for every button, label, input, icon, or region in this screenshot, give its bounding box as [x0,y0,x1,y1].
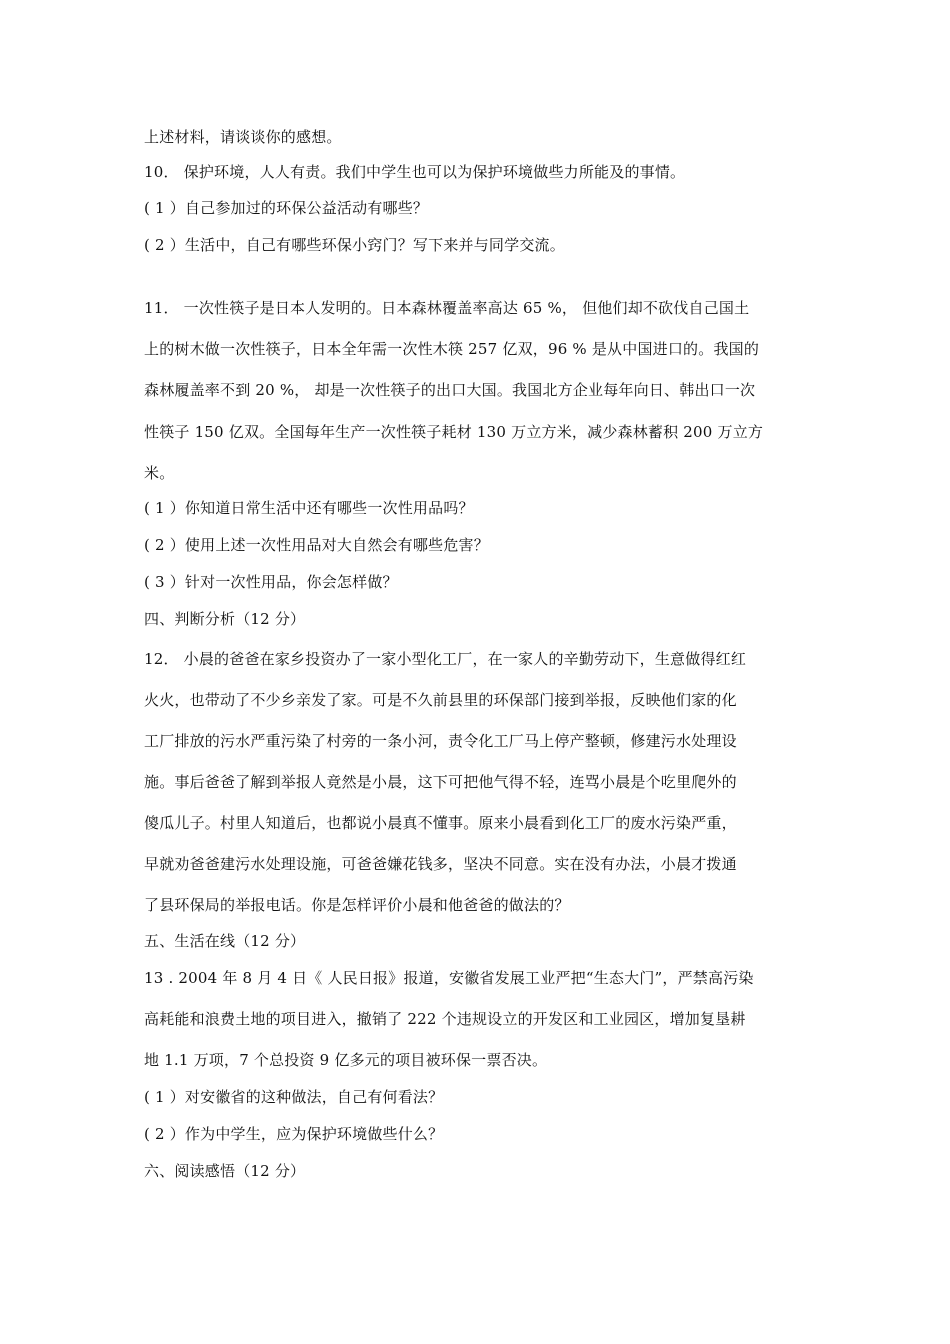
question-13: 13 . 2004 年 8 月 4 日《 人民日报》报道，安徽省发展工业严把“生态大门”，严禁高污染 [144,969,754,987]
question-13-part-2: ( 2 ）作为中学生，应为保护环境做些什么？ [144,1125,444,1143]
text-line: 火火，也带动了不少乡亲发了家。可是不久前县里的环保部门接到举报，反映他们家的化 [144,691,737,709]
question-13-part-1: ( 1 ）对安徽省的这种做法，自己有何看法？ [144,1088,444,1106]
text-line: 施。事后爸爸了解到举报人竟然是小晨，这下可把他气得不轻，连骂小晨是个吃里爬外的 [144,773,737,791]
question-11: 11． 一次性筷子是日本人发明的。日本森林覆盖率高达 65 %， 但他们却不砍伐自己国土 [144,299,750,317]
text-line: 早就劝爸爸建污水处理设施，可爸爸嫌花钱多，坚决不同意。实在没有办法，小晨才拨通 [144,855,737,873]
section-heading-4: 四、判断分析（12 分） [144,610,306,628]
text-line: 工厂排放的污水严重污染了村旁的一条小河，责令化工厂马上停产整顿，修建污水处理设 [144,732,737,750]
question-10-part-1: ( 1 ）自己参加过的环保公益活动有哪些？ [144,199,429,217]
text-line: 性筷子 150 亿双。全国每年生产一次性筷子耗材 130 万立方米，减少森林蓄积 200 万立方 [144,423,764,441]
section-heading-6: 六、阅读感悟（12 分） [144,1162,306,1180]
text-line: 森林履盖率不到 20 %， 却是一次性筷子的出口大国。我国北方企业每年向日、韩出口一次 [144,381,756,399]
section-heading-5: 五、生活在线（12 分） [144,932,306,950]
text-line: 傻瓜儿子。村里人知道后，也都说小晨真不懂事。原来小晨看到化工厂的废水污染严重， [144,814,737,832]
text-line: 上述材料，请谈谈你的感想。 [144,128,342,146]
text-line: 了县环保局的举报电话。你是怎样评价小晨和他爸爸的做法的？ [144,896,570,914]
question-11-part-2: ( 2 ）使用上述一次性用品对大自然会有哪些危害？ [144,536,489,554]
text-line: 上的树木做一次性筷子，日本全年需一次性木筷 257 亿双，96 % 是从中国进口的。我国的 [144,340,760,358]
question-11-part-3: ( 3 ）针对一次性用品，你会怎样做？ [144,573,398,591]
question-12: 12． 小晨的爸爸在家乡投资办了一家小型化工厂，在一家人的辛勤劳动下，生意做得红红 [144,650,747,668]
text-line: 地 1.1 万项，7 个总投资 9 亿多元的项目被环保一票否决。 [144,1051,548,1069]
question-10: 10． 保护环境，人人有责。我们中学生也可以为保护环境做些力所能及的事情。 [144,163,686,181]
question-11-part-1: ( 1 ）你知道日常生活中还有哪些一次性用品吗？ [144,499,474,517]
text-line: 高耗能和浪费土地的项目进入，撤销了 222 个违规设立的开发区和工业园区，增加复垦耕 [144,1010,746,1028]
question-10-part-2: ( 2 ）生活中，自己有哪些环保小窍门？写下来并与同学交流。 [144,236,565,254]
text-line: 米。 [144,464,175,482]
